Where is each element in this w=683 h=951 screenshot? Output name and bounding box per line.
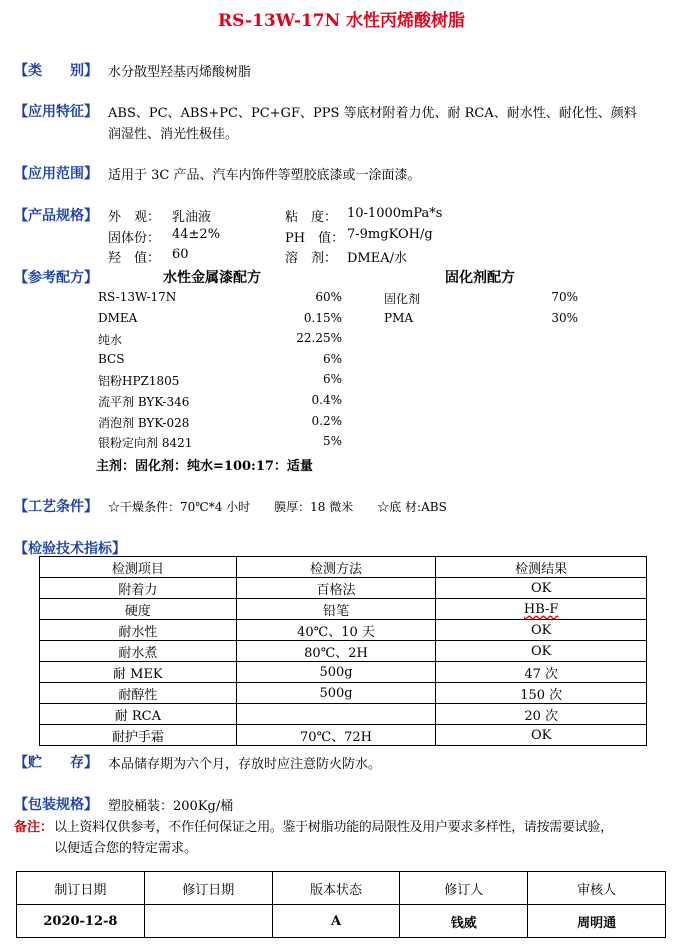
document-title: RS-13W-17N 水性丙烯酸树脂 bbox=[217, 11, 466, 31]
table-cell: 耐醇性 bbox=[40, 683, 237, 704]
table-row bbox=[40, 620, 647, 641]
formula-item-name: PMA bbox=[384, 311, 414, 325]
process-value: ☆干燥条件：70℃*4 小时 膜厚：18 微米 ☆底 材:ABS bbox=[108, 500, 447, 514]
remark-line2: 以便适合您的特定需求。 bbox=[54, 841, 198, 856]
inspection-label: 【检验技术指标】 bbox=[14, 541, 126, 557]
features-line2: 润湿性、消光性极佳。 bbox=[108, 127, 239, 142]
table-row bbox=[40, 641, 647, 662]
table-cell: 耐 MEK bbox=[40, 662, 237, 683]
table-cell: 2020-12-8 bbox=[17, 905, 145, 938]
formula-item-value: 0.4% bbox=[311, 393, 342, 407]
table-header-cell: 审核人 bbox=[528, 872, 666, 905]
table-cell: 耐水煮 bbox=[40, 641, 237, 662]
formula-item-value: 6% bbox=[322, 352, 342, 366]
table-cell: 500g bbox=[236, 662, 436, 683]
formula-ratio: 主剂：固化剂：纯水=100:17：适量 bbox=[96, 459, 313, 474]
formula-item-value: 30% bbox=[551, 311, 578, 325]
table-cell: 40℃、10 天 bbox=[236, 620, 436, 641]
table-cell: 70℃、72H bbox=[236, 725, 436, 746]
table-cell: 铅笔 bbox=[236, 599, 436, 620]
formula-item-name: 固化剂 bbox=[384, 292, 421, 306]
table-header-cell: 检测结果 bbox=[436, 557, 647, 578]
packaging-label: 【包装规格】 bbox=[14, 797, 98, 813]
table-cell: 耐 RCA bbox=[40, 704, 237, 725]
table-cell: 耐护手霜 bbox=[40, 725, 237, 746]
storage-label: 【贮 存】 bbox=[14, 755, 98, 771]
table-cell bbox=[236, 704, 436, 725]
table-cell: 钱威 bbox=[400, 905, 528, 938]
features-line1: ABS、PC、ABS+PC、PC+GF、PPS 等底材附着力优、耐 RCA、耐水性、耐化性、颜料 bbox=[108, 106, 637, 121]
formula-item-name: DMEA bbox=[98, 311, 138, 325]
table-row bbox=[40, 578, 647, 599]
formula-label: 【参考配方】 bbox=[14, 270, 98, 286]
table-cell: OK bbox=[436, 578, 647, 599]
spec-key: 溶 剂： bbox=[285, 251, 338, 266]
table-cell bbox=[436, 599, 647, 620]
formula-right-title: 固化剂配方 bbox=[445, 270, 515, 286]
table-cell: 80℃、2H bbox=[236, 641, 436, 662]
table-header-cell: 检测项目 bbox=[40, 557, 237, 578]
formula-item-value: 70% bbox=[551, 290, 578, 304]
table-cell: 47 次 bbox=[436, 662, 647, 683]
spec-value: 60 bbox=[172, 247, 189, 262]
storage-value: 本品储存期为六个月，存放时应注意防火防水。 bbox=[108, 757, 382, 772]
spec-value: 44±2% bbox=[172, 227, 221, 242]
remark-label: 备注： bbox=[14, 820, 54, 835]
table-header-cell: 版本状态 bbox=[272, 872, 400, 905]
formula-item-value: 0.2% bbox=[311, 414, 342, 428]
spec-key: PH 值： bbox=[285, 231, 345, 246]
table-cell: 百格法 bbox=[236, 578, 436, 599]
table-cell: A bbox=[272, 905, 400, 938]
table-header-row bbox=[40, 557, 647, 578]
formula-item-value: 0.15% bbox=[303, 311, 342, 325]
table-row bbox=[40, 599, 647, 620]
category-label: 【类 别】 bbox=[14, 63, 98, 79]
scope-value: 适用于 3C 产品、汽车内饰件等塑胶底漆或一涂面漆。 bbox=[108, 168, 421, 183]
table-cell: 20 次 bbox=[436, 704, 647, 725]
formula-left-title: 水性金属漆配方 bbox=[163, 270, 261, 286]
inspection-table bbox=[39, 556, 647, 746]
table-cell: OK bbox=[436, 620, 647, 641]
table-cell: 硬度 bbox=[40, 599, 237, 620]
table-header-cell: 修订人 bbox=[400, 872, 528, 905]
table-row bbox=[40, 662, 647, 683]
table-cell: 附着力 bbox=[40, 578, 237, 599]
table-row bbox=[17, 905, 666, 938]
table-cell: 150 次 bbox=[436, 683, 647, 704]
formula-item-value: 5% bbox=[322, 434, 342, 448]
table-cell: 耐水性 bbox=[40, 620, 237, 641]
spec-key: 羟 值： bbox=[108, 251, 161, 266]
process-label: 【工艺条件】 bbox=[14, 499, 98, 515]
table-cell: 周明通 bbox=[528, 905, 666, 938]
spec-value: 7-9mgKOH/g bbox=[347, 227, 433, 242]
table-cell-text: HB-F bbox=[523, 601, 559, 617]
spec-key: 外 观： bbox=[108, 210, 161, 225]
formula-item-name: RS-13W-17N bbox=[98, 290, 177, 304]
formula-item-value: 22.25% bbox=[296, 331, 342, 345]
spec-key: 粘 度： bbox=[285, 210, 338, 225]
table-cell: 500g bbox=[236, 683, 436, 704]
category-value: 水分散型羟基丙烯酸树脂 bbox=[108, 65, 252, 80]
features-label: 【应用特征】 bbox=[14, 104, 98, 120]
formula-item-value: 6% bbox=[322, 372, 342, 386]
scope-label: 【应用范围】 bbox=[14, 166, 98, 182]
table-row bbox=[40, 704, 647, 725]
table-header-cell: 检测方法 bbox=[236, 557, 436, 578]
formula-item-name: 流平剂 BYK-346 bbox=[98, 395, 190, 409]
spec-value: 10-1000mPa*s bbox=[347, 206, 443, 221]
table-cell: OK bbox=[436, 725, 647, 746]
table-row bbox=[40, 683, 647, 704]
formula-item-name: BCS bbox=[98, 352, 125, 366]
table-header-cell: 修订日期 bbox=[144, 872, 272, 905]
remark-line1: 以上资料仅供参考，不作任何保证之用。鉴于树脂功能的局限性及用户要求多样性，请按需要试验， bbox=[54, 820, 613, 835]
formula-item-name: 铝粉HPZ1805 bbox=[98, 374, 180, 388]
spec-key: 固体份： bbox=[108, 231, 161, 246]
spec-value: 乳油液 bbox=[172, 210, 212, 225]
specs-label: 【产品规格】 bbox=[14, 208, 98, 224]
formula-item-name: 消泡剂 BYK-028 bbox=[98, 416, 190, 430]
formula-item-name: 银粉定向剂 8421 bbox=[98, 436, 193, 450]
formula-item-name: 纯水 bbox=[98, 333, 123, 347]
table-cell bbox=[144, 905, 272, 938]
table-row bbox=[40, 725, 647, 746]
table-header-cell: 制订日期 bbox=[17, 872, 145, 905]
revision-table bbox=[16, 871, 666, 938]
formula-item-value: 60% bbox=[315, 290, 342, 304]
packaging-value: 塑胶桶装：200Kg/桶 bbox=[108, 799, 234, 814]
table-cell: OK bbox=[436, 641, 647, 662]
table-header-row bbox=[17, 872, 666, 905]
spec-value: DMEA/水 bbox=[347, 251, 407, 266]
